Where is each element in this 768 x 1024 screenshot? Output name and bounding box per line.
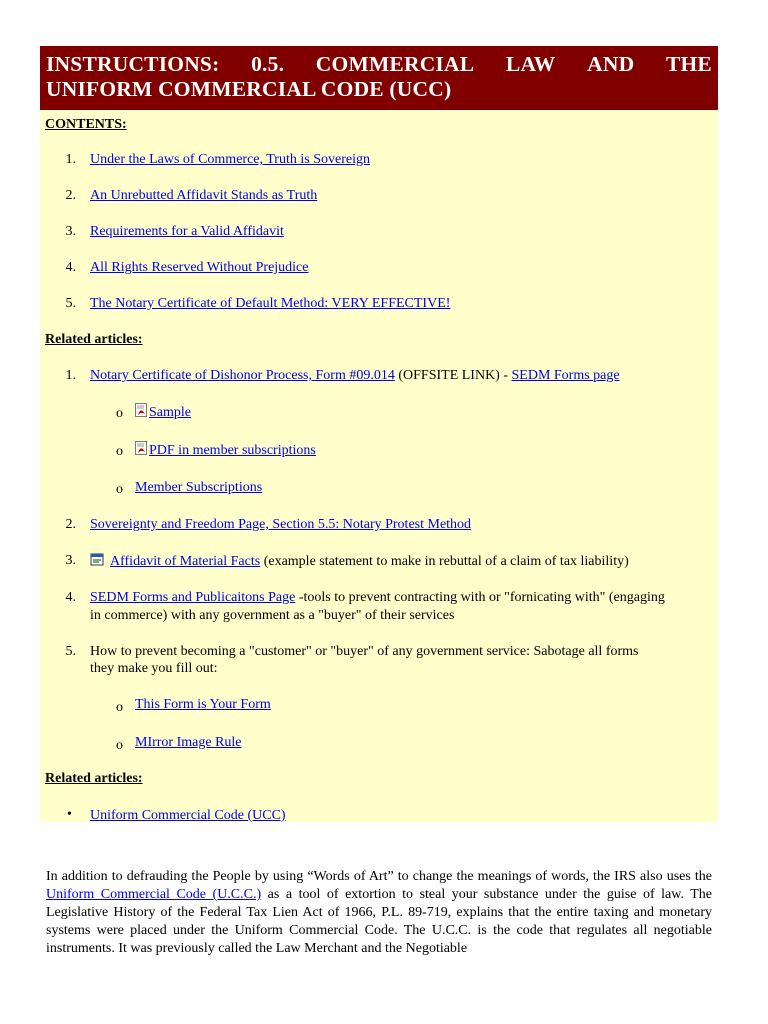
sample-link[interactable]: Sample [149,405,191,420]
page-title [40,46,718,110]
list-number: 3. [65,553,76,568]
list-number: 1. [65,368,76,383]
this-form-is-your-form-link[interactable]: This Form is Your Form [135,697,271,712]
sedm-description-line1: -tools to prevent contracting with or "fornicating with" (engaging [295,590,665,605]
list-number: 2. [65,188,76,203]
contents-link-notary-default[interactable]: The Notary Certificate of Default Method: VERY EFFECTIVE! [90,296,451,311]
sedm-forms-publications-link[interactable]: SEDM Forms and Publicaitons Page [90,590,296,605]
pdf-file-icon[interactable] [135,441,148,456]
sub-bullet: o [116,482,123,497]
sample-item [135,403,191,421]
notary-dishonor-form-link[interactable]: Notary Certificate of Dishonor Process, Form #09.014 [90,368,395,383]
affidavit-material-facts-link[interactable]: Affidavit of Material Facts [110,554,261,569]
list-number: 1. [65,152,76,167]
offsite-text: (OFFSITE LINK) - [394,368,512,383]
document-icon[interactable] [90,553,105,566]
title-word: AND [587,52,635,76]
related-articles-heading-2: Related articles: [45,771,143,786]
contents-link-truth-sovereign[interactable]: Under the Laws of Commerce, Truth is Sovereign [90,152,370,167]
sedm-description-line2: in commerce) with any government as a "buyer" of their services [90,608,455,623]
sub-bullet: o [116,406,123,421]
sedm-forms-page-link[interactable]: SEDM Forms page [511,368,620,383]
mirror-image-rule-link[interactable]: MIrror Image Rule [135,735,242,750]
list-number: 4. [65,590,76,605]
list-item [90,553,629,570]
paragraph-text: In addition to defrauding the People by using “Words of Art” to change the meanings of words, the IRS also uses the [46,869,712,884]
contents-link-rights-reserved[interactable]: All Rights Reserved Without Prejudice [90,260,309,275]
ucc-link[interactable]: Uniform Commercial Code (UCC) [90,808,286,823]
title-word: 0.5. [251,52,285,76]
paragraph-text: as a tool of extortion to steal your substance under the guise of law. The Legislative History of the Federal Tax Lien Act of 1966, P.L. 89-719, explains that the entire taxing and monetary systems were placed under the Uniform Commercial Code. The U.C.C. is the code that regulates all negotiable instruments. It was previously called the Law Merchant and the Negotiable [46,887,713,956]
related-articles-heading: Related articles: [45,332,143,347]
list-number: 5. [65,296,76,311]
list-number: 5. [65,644,76,659]
ucc-inline-link[interactable]: Uniform Commercial Code (U.C.C.) [46,887,262,902]
affidavit-description: (example statement to make in rebuttal of a claim of tax liability) [260,554,629,569]
title-word: THE [665,52,712,76]
pdf-file-icon[interactable] [135,403,148,418]
member-subscriptions-link[interactable]: Member Subscriptions [135,480,263,495]
pdf-member-item [135,441,316,459]
list-item [90,590,665,606]
contents-link-unrebutted-affidavit[interactable]: An Unrebutted Affidavit Stands as Truth [90,188,318,203]
sabotage-text-line1: How to prevent becoming a "customer" or "buyer" of any government service: Sabotage all forms [90,644,639,659]
notary-protest-method-link[interactable]: Sovereignty and Freedom Page, Section 5.5: Notary Protest Method [90,517,472,532]
title-word: LAW [505,52,556,76]
title-word: INSTRUCTIONS: [46,52,220,76]
bullet: • [67,807,72,822]
sub-bullet: o [116,700,123,715]
list-number: 2. [65,517,76,532]
list-item [90,368,620,384]
sub-bullet: o [116,738,123,753]
contents-heading: CONTENTS: [45,117,127,132]
title-line-2: UNIFORM COMMERCIAL CODE (UCC) [46,77,452,101]
list-number: 3. [65,224,76,239]
body-paragraph [46,868,712,958]
sabotage-text-line2: they make you fill out: [90,661,218,676]
contents-link-valid-affidavit[interactable]: Requirements for a Valid Affidavit [90,224,284,239]
title-line-1 [46,52,712,77]
list-number: 4. [65,260,76,275]
contents-box [40,110,718,822]
title-word: COMMERCIAL [315,52,475,76]
pdf-member-subscriptions-link[interactable]: PDF in member subscriptions [149,443,316,458]
sub-bullet: o [116,444,123,459]
